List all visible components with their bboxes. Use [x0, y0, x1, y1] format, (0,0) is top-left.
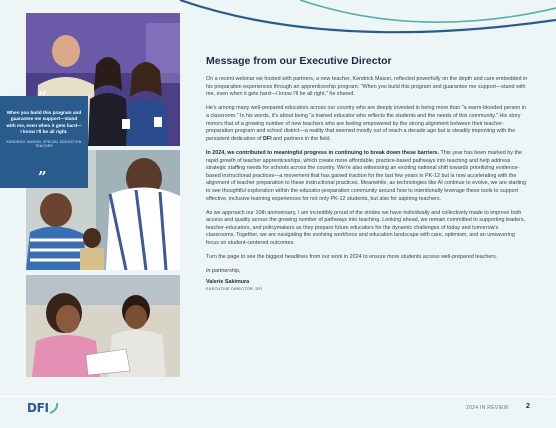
footer-report-label: 2024 IN REVIEW: [466, 405, 509, 411]
paragraph-2-bold: DFI: [262, 135, 272, 142]
pull-quote-text: When you build this program and guarantee me support—stand with me, even when it gets hard—I know I'll be all right.: [6, 110, 82, 135]
dfi-logo: [27, 401, 59, 415]
signature-title: EXECUTIVE DIRECTOR, DFI: [206, 285, 263, 291]
signature-closing: In partnership,: [206, 268, 241, 275]
signature-name: Valerie Sakimura: [206, 278, 250, 285]
paragraph-2-text-b: and partners in the field.: [271, 135, 331, 142]
logo-wordmark: DFI: [27, 401, 49, 415]
paragraph-2-text-a: He's among many well-prepared educators across our country who are deeply invested in being more than "a warm-blooded person in a classroom." In his words, it's about being "a trained educator who reflects the students and the needs of this community." His story mirrors that of a growing number of new teachers who are feeling empowered by the strong alignment between their teacher-preparation program and school district—a reality that seemed mostly out of reach a decade ago but is steadily improving with the persistent dedication of: [206, 105, 526, 142]
paragraph-4: As we approach our 10th anniversary, I am incredibly proud of the strides we have individually and collectively made to improve both access and quality across the growing number of pathways into teaching. Looking ahead, we remain committed to supporting leaders, teacher-educators, and policymakers as they prepare future educators for the dynamic challenges of today and tomorrow's classrooms. Together, we are navigating the evolving workforce and education landscape with care, optimism, and an unwavering focus on student-centered outcomes.: [206, 209, 526, 247]
close-quote-icon: ”: [38, 168, 47, 186]
paragraph-3-lead: In 2024, we contributed to meaningful progress in continuing to break down these barriers.: [206, 149, 440, 156]
paragraph-3-text: This year has been marked by the rapid growth of teacher apprenticeships, which create more affordable, practice-based pathways into teaching and help address strategic staffing needs for schools across the country. We're also witnessing an exciting national shift towards prioritizing evidence-based instructional practices—a movement that has gained traction for the last few years in PK-12 but is now accelerating with the alignment of teacher preparation to these instructional practices. Meanwhile, as technologies like AI continue to evolve, we are starting to see thoughtful exploration within the educator-preparation community around how to intentionally leverage these tools to support effective, inclusive learning experiences for not only PK-12 students, but also for aspiring teachers.: [206, 149, 527, 202]
pull-quote-attribution: KENDRICK MASON, SPECIAL EDUCATION TEACHER: [6, 139, 82, 149]
photo-students-reading: [26, 275, 180, 377]
open-quote-icon: “: [38, 88, 47, 106]
paragraph-5: Turn the page to see the biggest headlines from our work in 2024 to ensure more students access well-prepared teachers.: [206, 254, 498, 261]
letter-body: [206, 55, 528, 291]
paragraph-1: On a recent webinar we hosted with partners, a new teacher, Kendrick Mason, reflected powerfully on the depth and care embedded in his preparation experiences through an apprenticeship program: "When you build this program and guarantee me support—stand with me, even when it gets hard—I know I'll be all right," he shared.: [206, 76, 528, 98]
logo-swoosh-icon: [49, 402, 59, 414]
page-number: 2: [526, 403, 530, 410]
pull-quote: [0, 88, 88, 188]
paragraph-3: [206, 150, 528, 203]
paragraph-2: [206, 105, 528, 143]
footer-divider: [0, 396, 556, 397]
page-title: Message from our Executive Director: [206, 55, 392, 67]
